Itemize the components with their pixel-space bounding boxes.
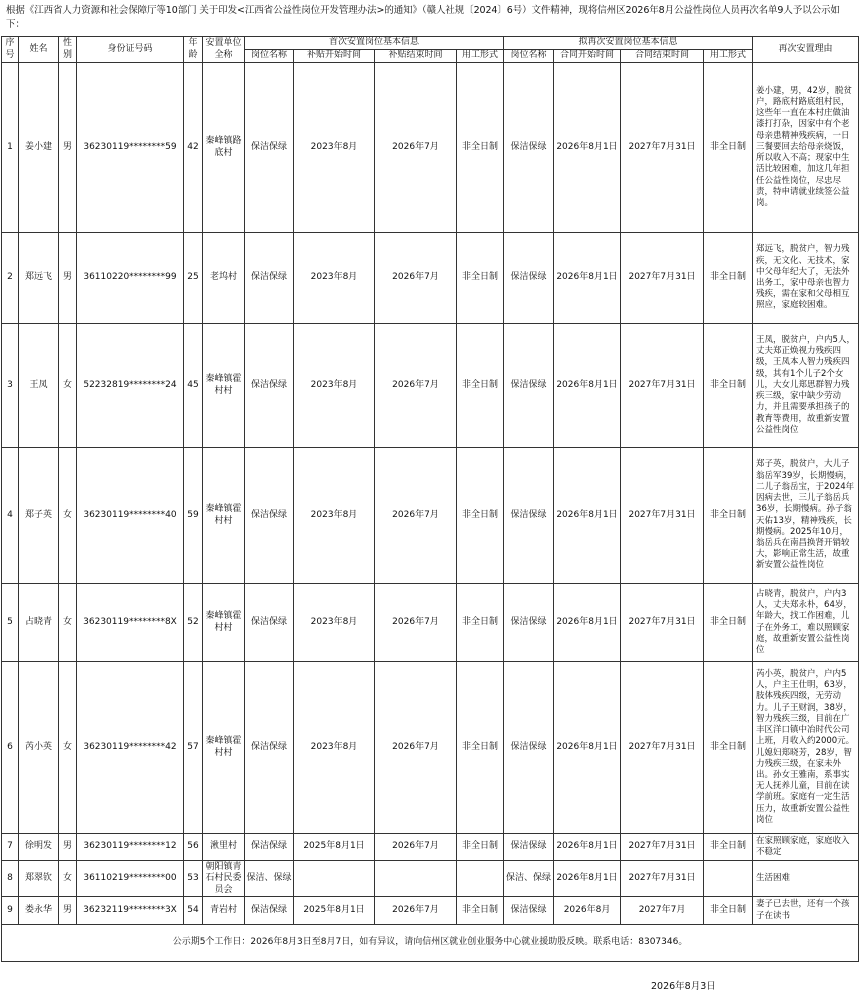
cell-contract-end: 2027年7月31日 [621, 834, 704, 861]
col-seq: 序号 [2, 37, 19, 63]
cell-sub-start: 2025年8月1日 [294, 834, 375, 861]
cell-post: 保洁、保绿 [245, 861, 294, 897]
cell-reason: 占晓青，脱贫户，户内3人，丈夫郑永朴，64岁，年龄大，找工作困难，儿子在外务工，难以照顾家庭，故重新安置公益性岗位 [753, 584, 859, 662]
cell-unit: 朝阳镇青石村民委员会 [203, 861, 245, 897]
table-row [2, 897, 859, 924]
cell-contract-end: 2027年7月31日 [621, 233, 704, 324]
cell-contract-end: 2027年7月31日 [621, 324, 704, 448]
cell-post2: 保洁保绿 [504, 584, 554, 662]
cell-work-form: 非全日制 [457, 662, 504, 834]
cell-sub-end: 2026年7月 [375, 897, 457, 924]
cell-seq: 1 [2, 63, 19, 233]
cell-reason: 芮小英，脱贫户，户内5人，户主王仕明，63岁，肢体残疾四级，无劳动力。儿子王财润，38岁，智力残疾三级，目前在广丰区洋口镇中冶时代公司上班，月收入约2000元。儿媳妇郑晓芳，28岁，智力残疾三级，在家未外出。孙女王雅南，系事实无人抚养儿童，目前在读学前班。家庭有一定生活压力，故重新安置公益性岗位 [753, 662, 859, 834]
cell-sub-end: 2026年7月 [375, 834, 457, 861]
cell-sub-start: 2025年8月1日 [294, 897, 375, 924]
cell-post: 保洁保绿 [245, 834, 294, 861]
cell-contract-start: 2026年8月1日 [554, 448, 621, 584]
cell-sub-start: 2023年8月 [294, 63, 375, 233]
cell-sub-start: 2023年8月 [294, 662, 375, 834]
cell-reason: 在家照顾家庭，家庭收入不稳定 [753, 834, 859, 861]
cell-contract-start: 2026年8月1日 [554, 63, 621, 233]
cell-seq: 6 [2, 662, 19, 834]
cell-sub-start: 2023年8月 [294, 448, 375, 584]
cell-work-form2 [704, 861, 753, 897]
cell-reason: 郑远飞，脱贫户，智力残疾，无文化、无技术，家中父母年纪大了，无法外出务工，家中母亲也智力残疾，需在家和父母相互照应，家庭较困难。 [753, 233, 859, 324]
cell-contract-end: 2027年7月31日 [621, 63, 704, 233]
col-work-form: 用工形式 [457, 50, 504, 63]
cell-work-form: 非全日制 [457, 897, 504, 924]
col-reason: 再次安置理由 [753, 37, 859, 63]
intro-paragraph: 根据《江西省人力资源和社会保障厅等10部门 关于印发<江西省公益性岗位开发管理办法>的通知》（赣人社规〔2024〕6号）文件精神，现将信州区2026年8月公益性岗位人员再次名单9人予以公示如下： [6, 5, 840, 30]
cell-gender: 男 [59, 897, 77, 924]
cell-id: 36232119********3X [77, 897, 184, 924]
cell-seq: 8 [2, 861, 19, 897]
cell-id: 36230119********8X [77, 584, 184, 662]
col-age: 年龄 [184, 37, 203, 63]
cell-sub-end [375, 861, 457, 897]
cell-post: 保洁保绿 [245, 897, 294, 924]
cell-contract-end: 2027年7月31日 [621, 662, 704, 834]
cell-work-form: 非全日制 [457, 584, 504, 662]
cell-seq: 9 [2, 897, 19, 924]
cell-post2: 保洁保绿 [504, 63, 554, 233]
cell-sub-end: 2026年7月 [375, 662, 457, 834]
col-sub-end: 补贴结束时间 [375, 50, 457, 63]
col-contract-end: 合同结束时间 [621, 50, 704, 63]
cell-unit: 秦峰镇霍村村 [203, 662, 245, 834]
col-unit: 安置单位全称 [203, 37, 245, 63]
cell-post2: 保洁保绿 [504, 233, 554, 324]
cell-gender: 女 [59, 861, 77, 897]
table-row [2, 834, 859, 861]
col-sub-start: 补贴开始时间 [294, 50, 375, 63]
cell-age: 42 [184, 63, 203, 233]
col-post2: 岗位名称 [504, 50, 554, 63]
cell-name: 郑翠钦 [19, 861, 59, 897]
cell-work-form: 非全日制 [457, 834, 504, 861]
cell-post: 保洁保绿 [245, 448, 294, 584]
cell-age: 57 [184, 662, 203, 834]
cell-gender: 女 [59, 448, 77, 584]
cell-post: 保洁保绿 [245, 662, 294, 834]
cell-age: 25 [184, 233, 203, 324]
cell-age: 45 [184, 324, 203, 448]
cell-work-form2: 非全日制 [704, 448, 753, 584]
cell-post2: 保洁保绿 [504, 897, 554, 924]
table-row [2, 584, 859, 662]
group-second: 拟再次安置岗位基本信息 [504, 37, 753, 50]
cell-age: 56 [184, 834, 203, 861]
cell-unit: 秦峰镇霍村村 [203, 448, 245, 584]
cell-name: 占晓青 [19, 584, 59, 662]
cell-work-form2: 非全日制 [704, 897, 753, 924]
cell-age: 52 [184, 584, 203, 662]
cell-work-form [457, 861, 504, 897]
col-work-form2: 用工形式 [704, 50, 753, 63]
cell-sub-start: 2023年8月 [294, 584, 375, 662]
cell-post2: 保洁保绿 [504, 448, 554, 584]
cell-gender: 男 [59, 63, 77, 233]
cell-post2: 保洁、保绿 [504, 861, 554, 897]
table-row [2, 233, 859, 324]
cell-sub-end: 2026年7月 [375, 63, 457, 233]
cell-gender: 男 [59, 834, 77, 861]
cell-sub-end: 2026年7月 [375, 324, 457, 448]
cell-work-form2: 非全日制 [704, 662, 753, 834]
cell-gender: 男 [59, 233, 77, 324]
cell-unit: 秦峰镇霍村村 [203, 584, 245, 662]
cell-name: 郑远飞 [19, 233, 59, 324]
cell-sub-end: 2026年7月 [375, 233, 457, 324]
col-post: 岗位名称 [245, 50, 294, 63]
cell-reason: 妻子已去世，还有一个孩子在读书 [753, 897, 859, 924]
roster-table [1, 36, 859, 962]
cell-reason: 王凤，脱贫户，户内5人，丈夫郑正焕视力残疾四级，王凤本人智力残疾四级，其有1个儿子2个女儿，大女儿郑思群智力残疾三级，家中缺少劳动力，并且需要承担孩子的教育等费用，故重新安置公益性岗位 [753, 324, 859, 448]
cell-reason: 郑子英，脱贫户，大儿子翁岳军39岁，长期慢病，二儿子翁岳宝，于2024年因病去世，三儿子翁岳兵36岁，长期慢病。孙子翁天佑13岁，精神残疾，长期慢病。2025年10月，翁岳兵在南昌换肾开销较大，影响正常生活，故重新安置公益性岗位 [753, 448, 859, 584]
cell-seq: 5 [2, 584, 19, 662]
cell-post: 保洁保绿 [245, 584, 294, 662]
cell-id: 36230119********40 [77, 448, 184, 584]
cell-unit: 青岩村 [203, 897, 245, 924]
cell-unit: 秦峰镇霍村村 [203, 324, 245, 448]
cell-name: 娄永华 [19, 897, 59, 924]
table-row [2, 448, 859, 584]
cell-work-form2: 非全日制 [704, 63, 753, 233]
cell-contract-start: 2026年8月1日 [554, 233, 621, 324]
cell-gender: 女 [59, 584, 77, 662]
cell-post: 保洁保绿 [245, 63, 294, 233]
cell-work-form2: 非全日制 [704, 584, 753, 662]
cell-name: 徐明发 [19, 834, 59, 861]
cell-gender: 女 [59, 662, 77, 834]
cell-name: 芮小英 [19, 662, 59, 834]
col-id: 身份证号码 [77, 37, 184, 63]
notice-date: 2026年8月3日 [651, 981, 716, 992]
cell-contract-start: 2026年8月1日 [554, 834, 621, 861]
cell-sub-end: 2026年7月 [375, 584, 457, 662]
cell-id: 36230119********59 [77, 63, 184, 233]
table-row [2, 861, 859, 897]
cell-seq: 4 [2, 448, 19, 584]
cell-unit: 老坞村 [203, 233, 245, 324]
cell-sub-end: 2026年7月 [375, 448, 457, 584]
cell-id: 36230119********42 [77, 662, 184, 834]
header-row-1 [2, 37, 859, 50]
cell-name: 王凤 [19, 324, 59, 448]
cell-gender: 女 [59, 324, 77, 448]
cell-contract-end: 2027年7月31日 [621, 584, 704, 662]
cell-contract-start: 2026年8月1日 [554, 662, 621, 834]
cell-contract-start: 2026年8月1日 [554, 861, 621, 897]
cell-post: 保洁保绿 [245, 233, 294, 324]
cell-work-form: 非全日制 [457, 324, 504, 448]
cell-name: 郑子英 [19, 448, 59, 584]
cell-post2: 保洁保绿 [504, 324, 554, 448]
footer-note: 公示期5个工作日：2026年8月3日至8月7日，如有异议，请向信州区就业创业服务中心就业援助股反映。联系电话：8307346。 [2, 924, 859, 961]
table-row [2, 324, 859, 448]
cell-id: 36110219********00 [77, 861, 184, 897]
cell-id: 36230119********12 [77, 834, 184, 861]
cell-post: 保洁保绿 [245, 324, 294, 448]
cell-work-form: 非全日制 [457, 448, 504, 584]
cell-sub-start: 2023年8月 [294, 233, 375, 324]
cell-seq: 7 [2, 834, 19, 861]
cell-work-form2: 非全日制 [704, 834, 753, 861]
cell-unit: 秦峰镇路底村 [203, 63, 245, 233]
cell-contract-end: 2027年7月31日 [621, 861, 704, 897]
footer-row [2, 924, 859, 961]
cell-seq: 2 [2, 233, 19, 324]
cell-sub-start [294, 861, 375, 897]
cell-name: 姜小建 [19, 63, 59, 233]
cell-contract-start: 2026年8月1日 [554, 324, 621, 448]
cell-id: 52232819********24 [77, 324, 184, 448]
cell-contract-end: 2027年7月31日 [621, 448, 704, 584]
table-row [2, 662, 859, 834]
cell-contract-end: 2027年7月 [621, 897, 704, 924]
cell-reason: 姜小建，男，42岁，脱贫户，路底村路底组村民，这些年一直在本村庄做油漆打打杂，因家中有个老母亲患精神残疾病，一日三餐要回去给母亲烧饭，所以收入不高；现家中生活比较困难，加这几年担任公益性岗位，尽忠尽责，特申请就业续签公益岗。 [753, 63, 859, 233]
cell-contract-start: 2026年8月 [554, 897, 621, 924]
cell-unit: 湫里村 [203, 834, 245, 861]
cell-age: 59 [184, 448, 203, 584]
col-contract-start: 合同开始时间 [554, 50, 621, 63]
cell-seq: 3 [2, 324, 19, 448]
cell-work-form2: 非全日制 [704, 324, 753, 448]
cell-post2: 保洁保绿 [504, 662, 554, 834]
cell-contract-start: 2026年8月1日 [554, 584, 621, 662]
cell-post2: 保洁保绿 [504, 834, 554, 861]
col-gender: 性别 [59, 37, 77, 63]
cell-age: 53 [184, 861, 203, 897]
cell-work-form: 非全日制 [457, 63, 504, 233]
cell-work-form: 非全日制 [457, 233, 504, 324]
group-first: 首次安置岗位基本信息 [245, 37, 504, 50]
cell-reason: 生活困难 [753, 861, 859, 897]
cell-sub-start: 2023年8月 [294, 324, 375, 448]
cell-work-form2: 非全日制 [704, 233, 753, 324]
table-row [2, 63, 859, 233]
col-name: 姓名 [19, 37, 59, 63]
cell-id: 36110220********99 [77, 233, 184, 324]
cell-age: 54 [184, 897, 203, 924]
